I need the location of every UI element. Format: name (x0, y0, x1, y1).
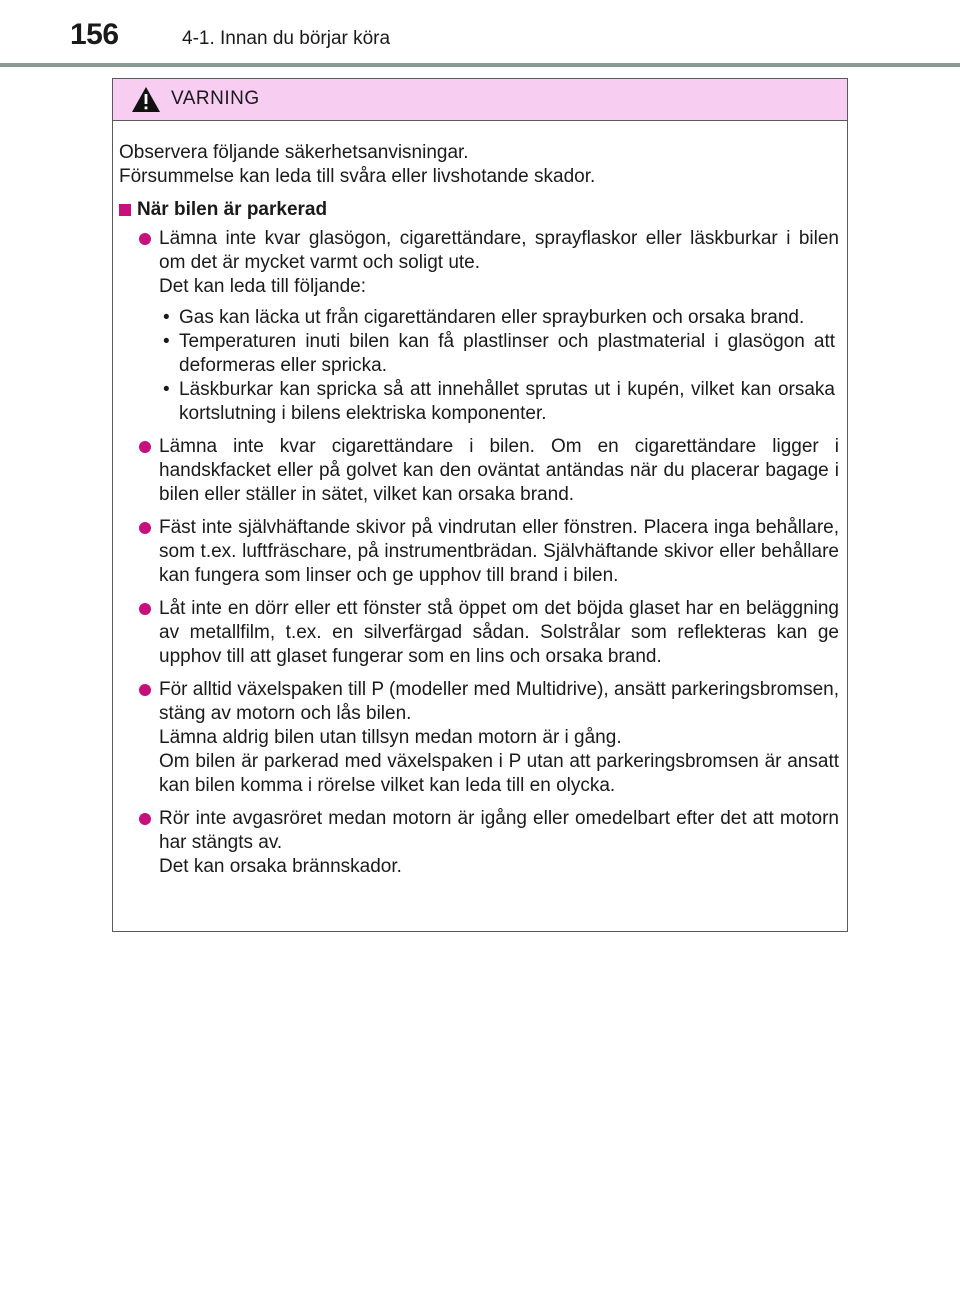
warning-box (112, 78, 848, 932)
item-text: Lämna inte kvar cigarettändare i bilen. Om en cigarettändare ligger i handskfacket eller på golvet kan den oväntat antändas när du placerar bagage i bilen eller ställer in sätet, vilket kan orsaka brand. (159, 436, 839, 505)
item-text: Det kan orsaka brännskador. (159, 856, 402, 877)
item-text: Det kan leda till följande: (159, 276, 367, 297)
list-item (119, 597, 839, 669)
item-text: Låt inte en dörr eller ett fönster stå öppet om det böjda glaset har en beläggning av metallfilm, t.ex. en silverfärgad sådan. Solstrålar som reflekteras kan ge upphov till att glaset fungerar som en lins och orsaka brand. (159, 598, 839, 667)
header-rule (0, 63, 960, 67)
circle-bullet-icon (139, 522, 151, 534)
item-text: Lämna aldrig bilen utan tillsyn medan motorn är i gång. (159, 727, 622, 748)
sub-heading-text: När bilen är parkerad (137, 199, 328, 220)
sub-list-item: • Temperaturen inuti bilen kan få plastlinser och plastmaterial i glasögon att deformeras eller spricka. (163, 331, 835, 376)
page-number: 156 (70, 18, 119, 51)
circle-bullet-icon (139, 233, 151, 245)
item-text: Fäst inte självhäftande skivor på vindrutan eller fönstren. Placera inga behållare, som t.ex. luftfräschare, på instrumentbrädan. Självhäftande skivor eller behållare kan fungera som linser och ge upphov till brand i bilen. (159, 517, 839, 586)
item-text: För alltid växelspaken till P (modeller med Multidrive), ansätt parkeringsbromsen, stäng av motorn och lås bilen. (159, 679, 839, 724)
list-item (119, 678, 839, 798)
sub-list (159, 306, 839, 426)
page-header (0, 0, 960, 66)
square-bullet-icon (119, 204, 131, 216)
list-item (119, 227, 839, 426)
section-title: 4-1. Innan du börjar köra (182, 28, 391, 49)
warning-title: VARNING (171, 88, 260, 109)
warning-triangle-icon (131, 86, 161, 113)
list-item (119, 807, 839, 879)
circle-bullet-icon (139, 813, 151, 825)
item-text: Lämna inte kvar glasögon, cigarettändare, sprayflaskor eller läskburkar i bilen om det är mycket varmt och soligt ute. (159, 228, 839, 273)
intro-line: Observera följande säkerhetsanvisningar. (119, 142, 469, 163)
warning-items (119, 227, 839, 879)
circle-bullet-icon (139, 603, 151, 615)
list-item (119, 435, 839, 507)
warning-body (113, 121, 847, 879)
sub-heading (119, 198, 839, 222)
warning-intro (119, 141, 839, 189)
circle-bullet-icon (139, 684, 151, 696)
warning-header (113, 79, 847, 121)
sub-list-item: • Gas kan läcka ut från cigarettändaren eller sprayburken och orsaka brand. (163, 307, 805, 328)
intro-line: Försummelse kan leda till svåra eller livshotande skador. (119, 166, 596, 187)
circle-bullet-icon (139, 441, 151, 453)
list-item (119, 516, 839, 588)
sub-list-item: • Läskburkar kan spricka så att innehållet sprutas ut i kupén, vilket kan orsaka kortslutning i bilens elektriska komponenter. (163, 379, 835, 424)
item-text: Om bilen är parkerad med växelspaken i P utan att parkeringsbromsen är ansatt kan bilen komma i rörelse vilket kan leda till en olycka. (159, 751, 839, 796)
item-text: Rör inte avgasröret medan motorn är igång eller omedelbart efter det att motorn har stängts av. (159, 808, 839, 853)
